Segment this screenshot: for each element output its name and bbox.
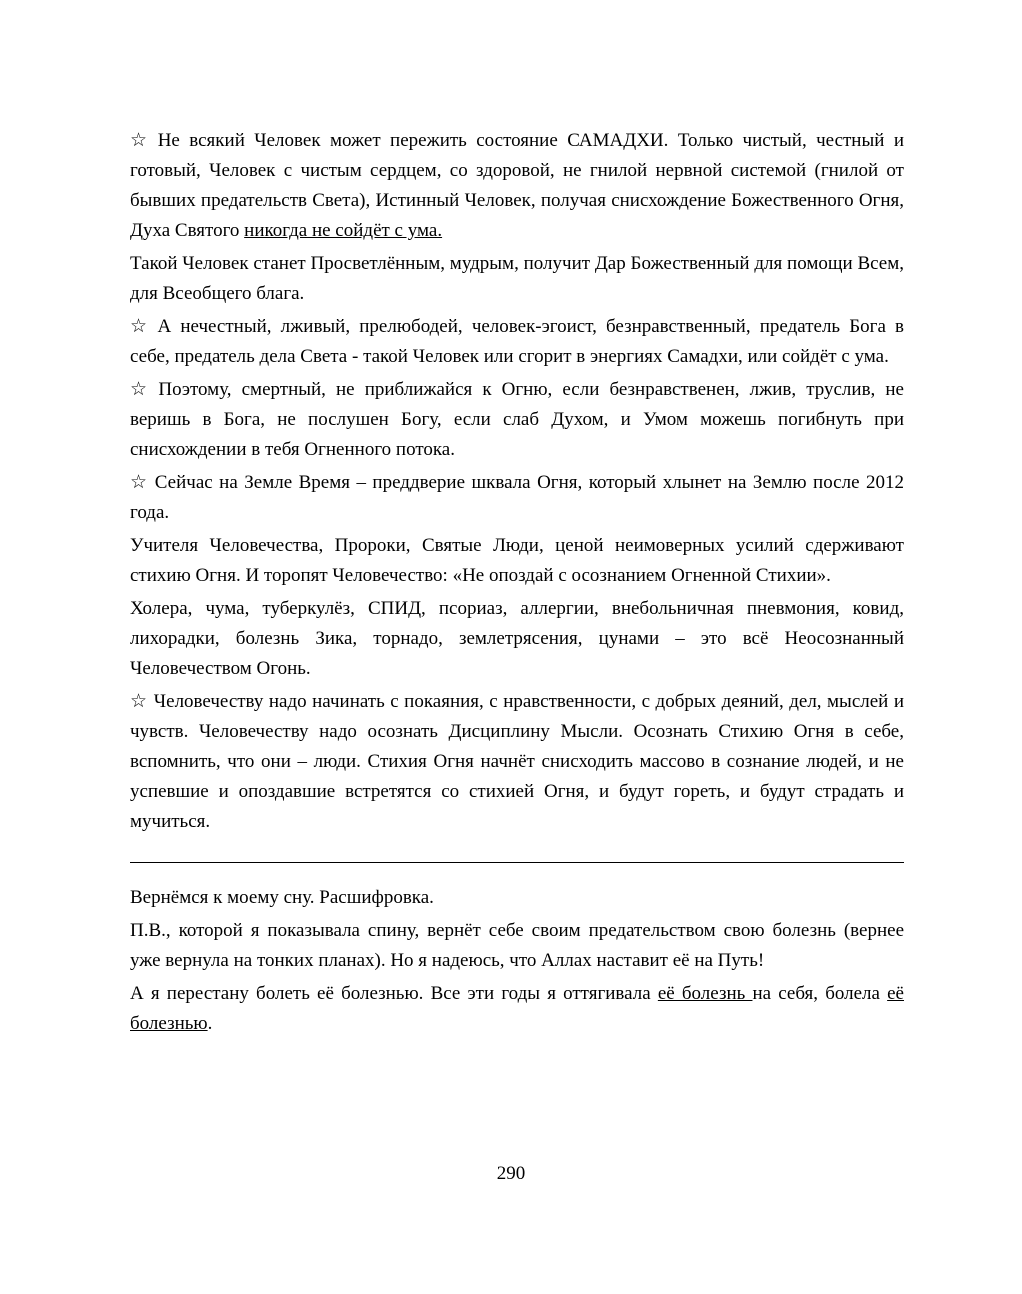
paragraph-enlightened <box>130 249 904 309</box>
paragraph-text: . <box>207 1013 213 1034</box>
star-icon: ☆ <box>130 130 152 151</box>
paragraph-text: А я перестану болеть её болезнью. Все эти годы я оттягивала <box>130 983 658 1004</box>
paragraph-text: А нечестный, лживый, прелюбодей, человек-эгоист, безнравственный, предатель Бога в себе, предатель дела Света - такой Человек или сгорит в энергиях Самадхи, или сойдёт с ума. <box>130 316 905 367</box>
paragraph-mortal <box>130 375 904 465</box>
paragraph-text: Вернёмся к моему сну. Расшифровка. <box>130 887 434 908</box>
paragraph-samadhi <box>130 126 904 246</box>
paragraph-text: Не всякий Человек может пережить состояние САМАДХИ. Только чистый, честный и готовый, Человек с чистым сердцем, со здоровой, не гнилой нервной системой (гнилой от бывших предательств Света), Истинный Человек, получая снисхождение Божественного Огня, Духа Святого <box>130 130 904 241</box>
paragraph-text: Холера, чума, туберкулёз, СПИД, псориаз, аллергии, внебольничная пневмония, ковид, лихорадки, болезнь Зика, торнадо, землетрясения, цунами – это всё Неосознанный Человечеством Огонь. <box>130 598 904 679</box>
horizontal-divider <box>130 862 904 863</box>
paragraph-dishonest <box>130 312 904 372</box>
paragraph-dream <box>130 883 904 913</box>
document-page <box>130 126 904 1042</box>
paragraph-illness <box>130 979 904 1039</box>
paragraph-text: П.В., которой я показывала спину, вернёт себе своим предательством свою болезнь (вернее уже вернула на тонких планах). Но я надеюсь, что Аллах наставит её на Путь! <box>130 920 904 971</box>
star-icon: ☆ <box>130 472 149 493</box>
paragraph-text: Поэтому, смертный, не приближайся к Огню, если безнравственен, лжив, труслив, не веришь в Бога, не послушен Богу, если слаб Духом, и Умом можешь погибнуть при снисхождении в тебя Огненного потока. <box>130 379 904 460</box>
star-icon: ☆ <box>130 379 153 400</box>
paragraph-pv <box>130 916 904 976</box>
page-number: 290 <box>496 1163 526 1184</box>
paragraph-text: Человечеству надо начинать с покаяния, с нравственности, с добрых деяний, дел, мыслей и чувств. Человечеству надо осознать Дисциплину Мысли. Осознать Стихию Огня в себе, вспомнить, что они – люди. Стихия Огня начнёт снисходить массово в сознание людей, и не успевшие и опоздавшие встретятся со стихией Огня, и будут гореть, и будут страдать и мучиться. <box>130 691 904 832</box>
star-icon: ☆ <box>130 316 152 337</box>
paragraph-text: Такой Человек станет Просветлённым, мудрым, получит Дар Божественный для помощи Всем, для Всеобщего блага. <box>130 253 904 304</box>
underlined-text: её болезнью <box>130 983 904 1034</box>
paragraph-text: на себя, болела <box>752 983 888 1004</box>
paragraph-diseases <box>130 594 904 684</box>
paragraph-text: Учителя Человечества, Пророки, Святые Люди, ценой неимоверных усилий сдерживают стихию Огня. И торопят Человечество: «Не опоздай с осознанием Огненной Стихии». <box>130 535 904 586</box>
paragraph-repentance <box>130 687 904 837</box>
paragraph-earth-time <box>130 468 904 528</box>
paragraph-teachers <box>130 531 904 591</box>
underlined-text: её болезнь <box>657 983 753 1004</box>
underlined-text: никогда не сойдёт с ума. <box>244 220 443 241</box>
star-icon: ☆ <box>130 691 148 712</box>
paragraph-text: Сейчас на Земле Время – преддверие шквала Огня, который хлынет на Землю после 2012 года. <box>130 472 904 523</box>
